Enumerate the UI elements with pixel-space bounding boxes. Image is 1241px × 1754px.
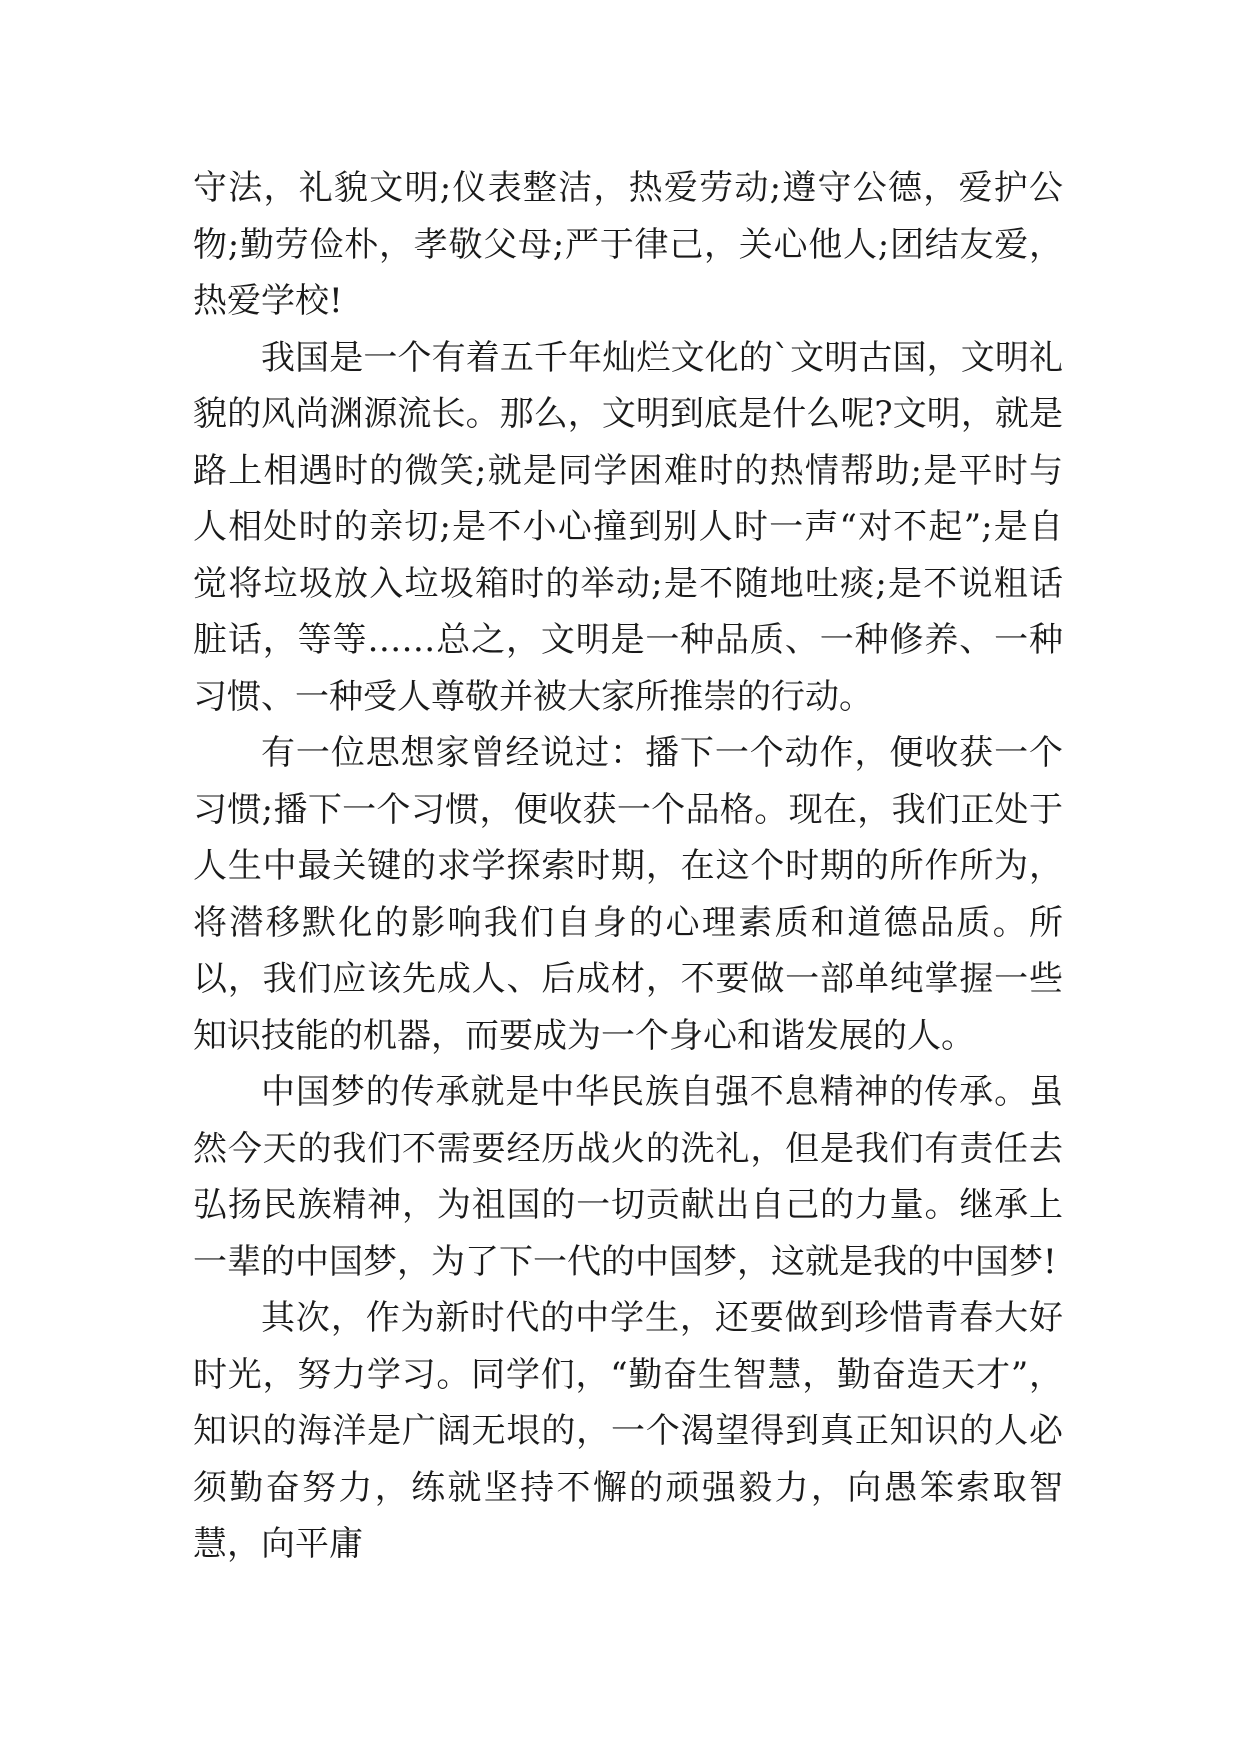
paragraph-4: 中国梦的传承就是中华民族自强不息精神的传承。虽然今天的我们不需要经历战火的洗礼，但是我们有责任去弘扬民族精神，为祖国的一切贡献出自己的力量。继承上一辈的中国梦，为了下一代的中国梦，这就是我的中国梦! (193, 1072, 1063, 1282)
paragraph-1: 守法，礼貌文明;仪表整洁，热爱劳动;遵守公德，爱护公物;勤劳俭朴，孝敬父母;严于律己，关心他人;团结友爱，热爱学校! (193, 168, 1063, 321)
paragraph-2: 我国是一个有着五千年灿烂文化的`文明古国，文明礼貌的风尚渊源流长。那么，文明到底是什么呢?文明，就是路上相遇时的微笑;就是同学困难时的热情帮助;是平时与人相处时的亲切;是不小心撞到别人时一声“对不起”;是自觉将垃圾放入垃圾箱时的举动;是不随地吐痰;是不说粗话脏话，等等……总之，文明是一种品质、一种修养、一种习惯、一种受人尊敬并被大家所推崇的行动。 (193, 337, 1063, 717)
paragraph-3: 有一位思想家曾经说过：播下一个动作，便收获一个习惯;播下一个习惯，便收获一个品格。现在，我们正处于人生中最关键的求学探索时期，在这个时期的所作所为，将潜移默化的影响我们自身的心理素质和道德品质。所以，我们应该先成人、后成材，不要做一部单纯掌握一些知识技能的机器，而要成为一个身心和谐发展的人。 (193, 733, 1064, 1056)
document-body (193, 160, 1063, 1573)
paragraph-5: 其次，作为新时代的中学生，还要做到珍惜青春大好时光，努力学习。同学们，“勤奋生智慧，勤奋造天才”，知识的海洋是广阔无垠的，一个渴望得到真正知识的人必须勤奋努力，练就坚持不懈的顽强毅力，向愚笨索取智慧，向平庸 (193, 1298, 1063, 1564)
